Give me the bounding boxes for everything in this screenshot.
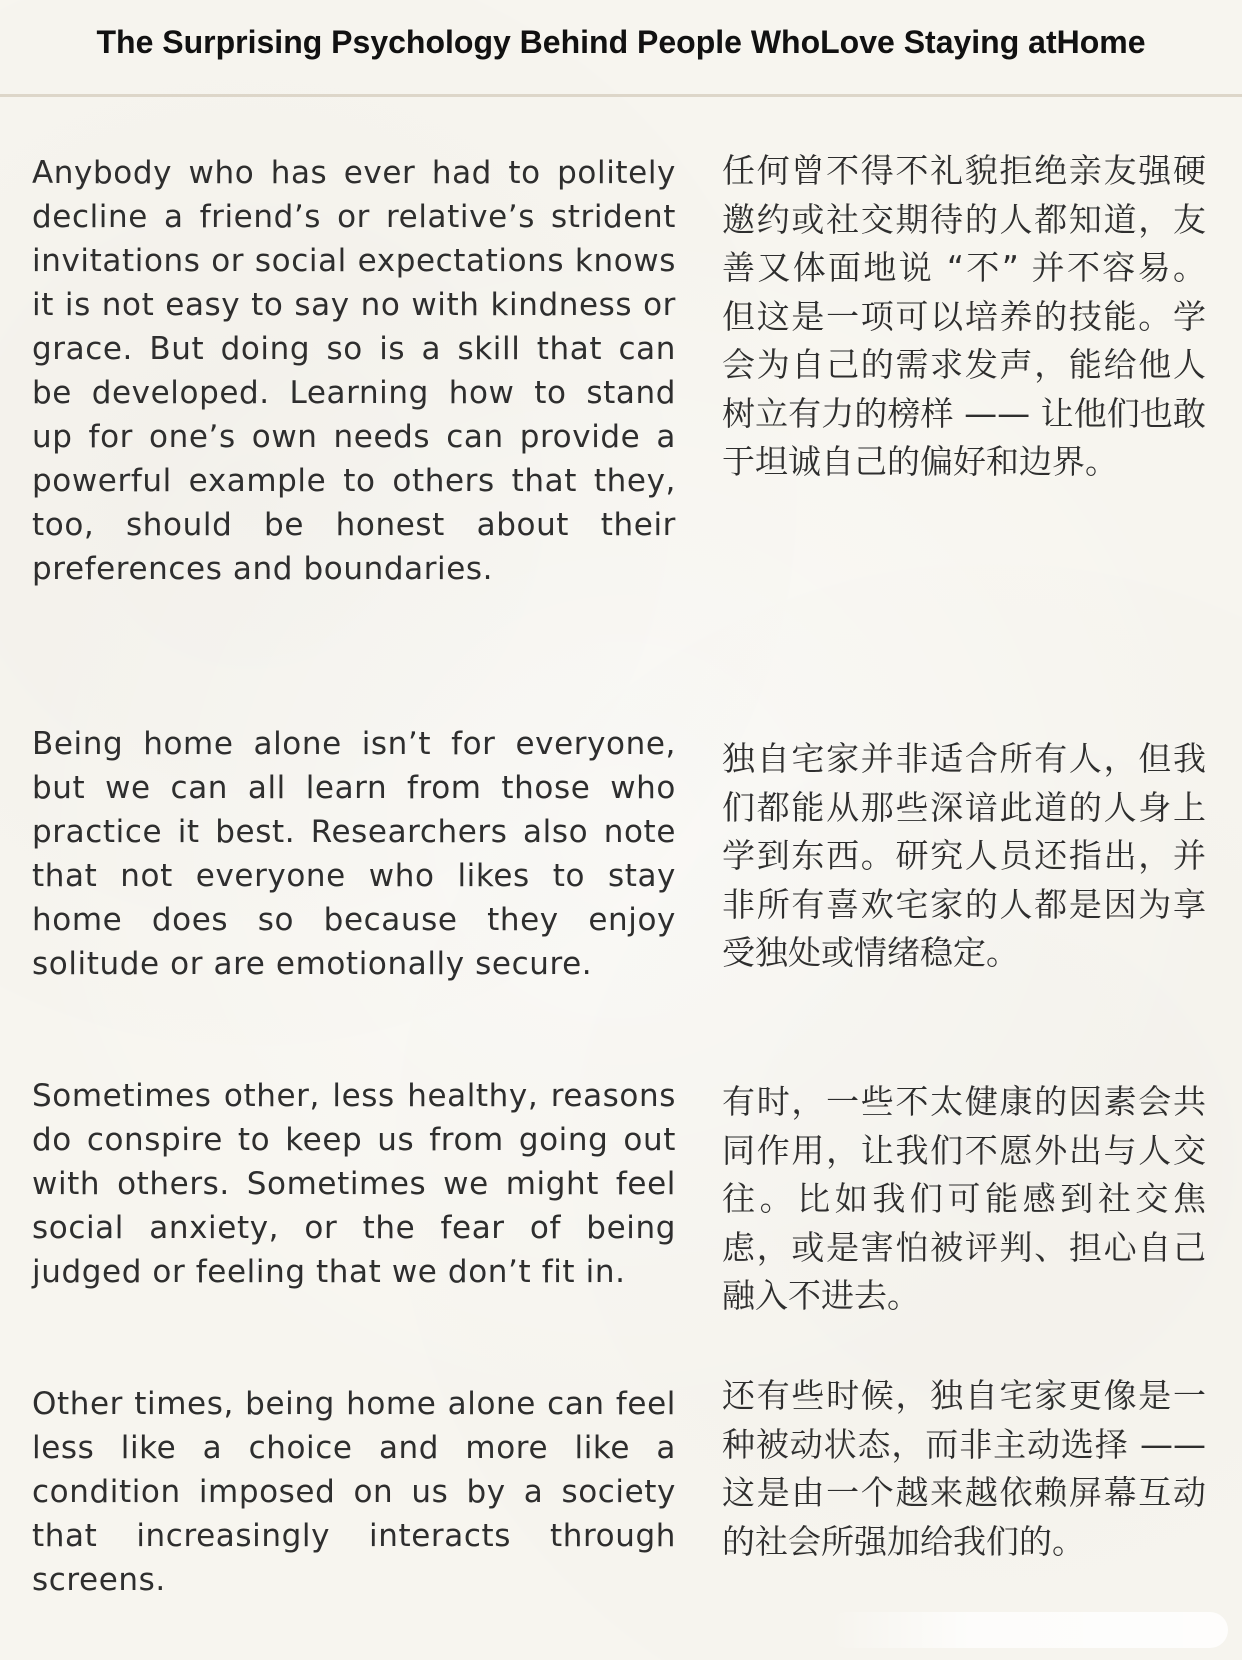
english-paragraph-1: Anybody who has ever had to politely decline a friend’s or relative’s strident invitations or social expectations knows it is not easy to say no with kindness or grace. But doing so is a skill that can be developed. Learning how to stand up for one’s own needs can provide a powerful example to others that they, too, should be honest about their preferences and boundaries. [32,155,676,587]
english-paragraph-2: Being home alone isn’t for everyone, but we can all learn from those who practice it best. Researchers also note that not everyone who likes to stay home does so because they enjoy solitude or are emotionally secure. [32,726,676,982]
chinese-paragraph-3: 有时，一些不太健康的因素会共同作用，让我们不愿外出与人交往。比如我们可能感到社交焦虑，或是害怕被评判、担心自己融入不进去。 [722,1082,1206,1315]
watermark-overlay [828,1612,1228,1648]
english-paragraph-3: Sometimes other, less healthy, reasons do conspire to keep us from going out with others. Sometimes we might feel social anxiety, or the fear of being judged or feeling that we don’t fit in. [32,1078,676,1290]
english-paragraph-4: Other times, being home alone can feel less like a choice and more like a condition imposed on us by a society that increasingly interacts through screens. [32,1386,676,1598]
title-divider [0,94,1242,97]
article-title: The Surprising Psychology Behind People WhoLove Staying atHome [96,24,1146,60]
chinese-paragraph-2: 独自宅家并非适合所有人，但我们都能从那些深谙此道的人身上学到东西。研究人员还指出，并非所有喜欢宅家的人都是因为享受独处或情绪稳定。 [722,739,1206,972]
chinese-paragraph-4: 还有些时候，独自宅家更像是一种被动状态，而非主动选择 —— 这是由一个越来越依赖屏幕互动的社会所强加给我们的。 [722,1376,1206,1561]
chinese-paragraph-1: 任何曾不得不礼貌拒绝亲友强硬邀约或社交期待的人都知道，友善又体面地说 “不” 并不容易。但这是一项可以培养的技能。学会为自己的需求发声，能给他人树立有力的榜样 —— 让他们也敢于坦诚自己的偏好和边界。 [722,151,1206,481]
